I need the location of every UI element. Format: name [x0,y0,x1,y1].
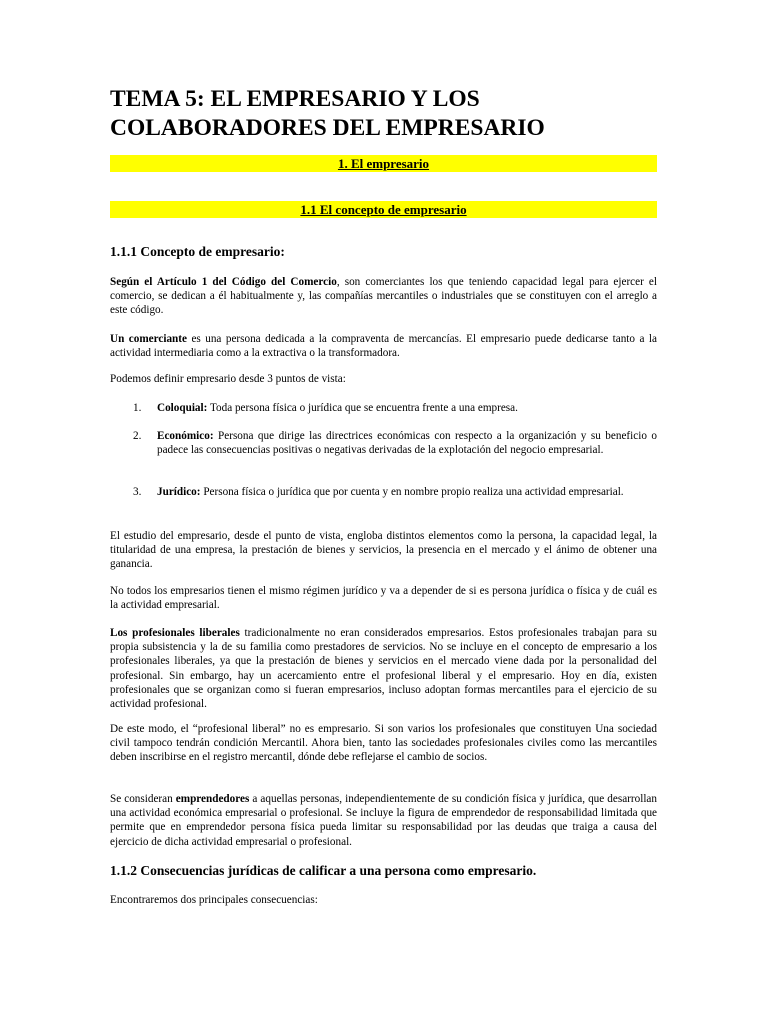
list-item [133,485,657,499]
paragraph-articulo-text: , son comerciantes los que teniendo capacidad legal para ejercer el comercio, se dedican a él habitualmente y, las compañías mercantiles o industriales que se constituyen con el arreglo a este código. [110,276,657,317]
paragraph-emprendedores-text: a aquellas personas, independientemente de su condición física y jurídica, que desarrollan una actividad económica empresarial o profesional. Se incluye la figura de emprendedor de responsabilidad limitada que permite que en emprendedor persona física pueda limitar su responsabilidad por las deudas que traiga a causa del ejercicio de dicha actividad empresarial o profesional. [110,793,657,848]
document-title: TEMA 5: EL EMPRESARIO Y LOS COLABORADORES DEL EMPRESARIO [110,86,545,141]
paragraph-estudio: El estudio del empresario, desde el punto de vista, engloba distintos elementos como la persona, la capacidad legal, la titularidad de una empresa, la prestación de bienes y servicios, la presencia en el mercado y el ánimo de obtener una ganancia. [110,530,657,571]
list-number: 2. [133,430,142,442]
section-heading-concepto: 1.1 El concepto de empresario [110,201,657,218]
paragraph-emprendedores [110,792,657,849]
paragraph-articulo [110,275,657,318]
list-label: Coloquial: [157,402,208,414]
section-heading-empresario: 1. El empresario [110,155,657,172]
list-label: Económico: [157,430,214,442]
paragraph-emprendedores-bold: emprendedores [175,793,250,805]
paragraph-emprendedores-pre: Se consideran [110,793,176,805]
paragraph-comerciante [110,332,657,360]
list-number: 1. [133,402,142,414]
list-text: Persona física o jurídica que por cuenta y en nombre propio realiza una actividad empresarial. [200,486,624,498]
paragraph-profesional-liberal: De este modo, el “profesional liberal” no es empresario. Si son varios los profesionales que constituyen Una sociedad civil tampoco tendrán condición Mercantil. Ahora bien, tanto las sociedades profesionales civiles como las mercantiles deben inscribirse en el registro mercantil, dónde debe reflejarse el cambio de socios. [110,723,657,764]
paragraph-profesionales-bold: Los profesionales liberales [110,627,240,639]
paragraph-profesionales-text: tradicionalmente no eran considerados empresarios. Estos profesionales trabajan para su propia subsistencia y la de su familia como prestadores de servicios. No se incluye en el concepto de empresario a los profesionales liberales, ya que la prestación de bienes y servicios en el mercado viene dada por la personalidad del profesional. Sin embargo, hay un acercamiento entre el profesional liberal y el empresario. Hoy en día, existen profesionales que se organizan como si fueran empresarios, incluso adoptan formas mercantiles para el ejercicio de su actividad profesional. [110,627,657,711]
list-text: Persona que dirige las directrices económicas con respecto a la organización y su beneficio o padece las consecuencias positivas o negativas derivadas de la explotación del negocio empresarial. [157,430,657,457]
list-label: Jurídico: [157,486,201,498]
paragraph-profesionales [110,626,657,711]
list-item [133,401,657,415]
list-text: Toda persona física o jurídica que se encuentra frente a una empresa. [207,402,518,414]
paragraph-regimen: No todos los empresarios tienen el mismo régimen jurídico y va a depender de si es persona jurídica o física y de cuál es la actividad empresarial. [110,585,657,612]
paragraph-comerciante-bold: Un comerciante [110,333,187,345]
subheading-concepto-empresario: 1.1.1 Concepto de empresario: [110,244,285,259]
paragraph-puntos-vista: Podemos definir empresario desde 3 puntos de vista: [110,373,346,385]
list-item [133,429,657,457]
list-number: 3. [133,486,142,498]
paragraph-articulo-bold: Según el Artículo 1 del Código del Comercio [110,276,337,288]
paragraph-comerciante-text: es una persona dedicada a la compraventa de mercancías. El empresario puede dedicarse tanto a la actividad intermediaria como a la extractiva o la transformadora. [110,333,657,360]
subheading-consecuencias: 1.1.2 Consecuencias jurídicas de calificar a una persona como empresario. [110,863,537,878]
paragraph-consecuencias: Encontraremos dos principales consecuencias: [110,894,318,906]
